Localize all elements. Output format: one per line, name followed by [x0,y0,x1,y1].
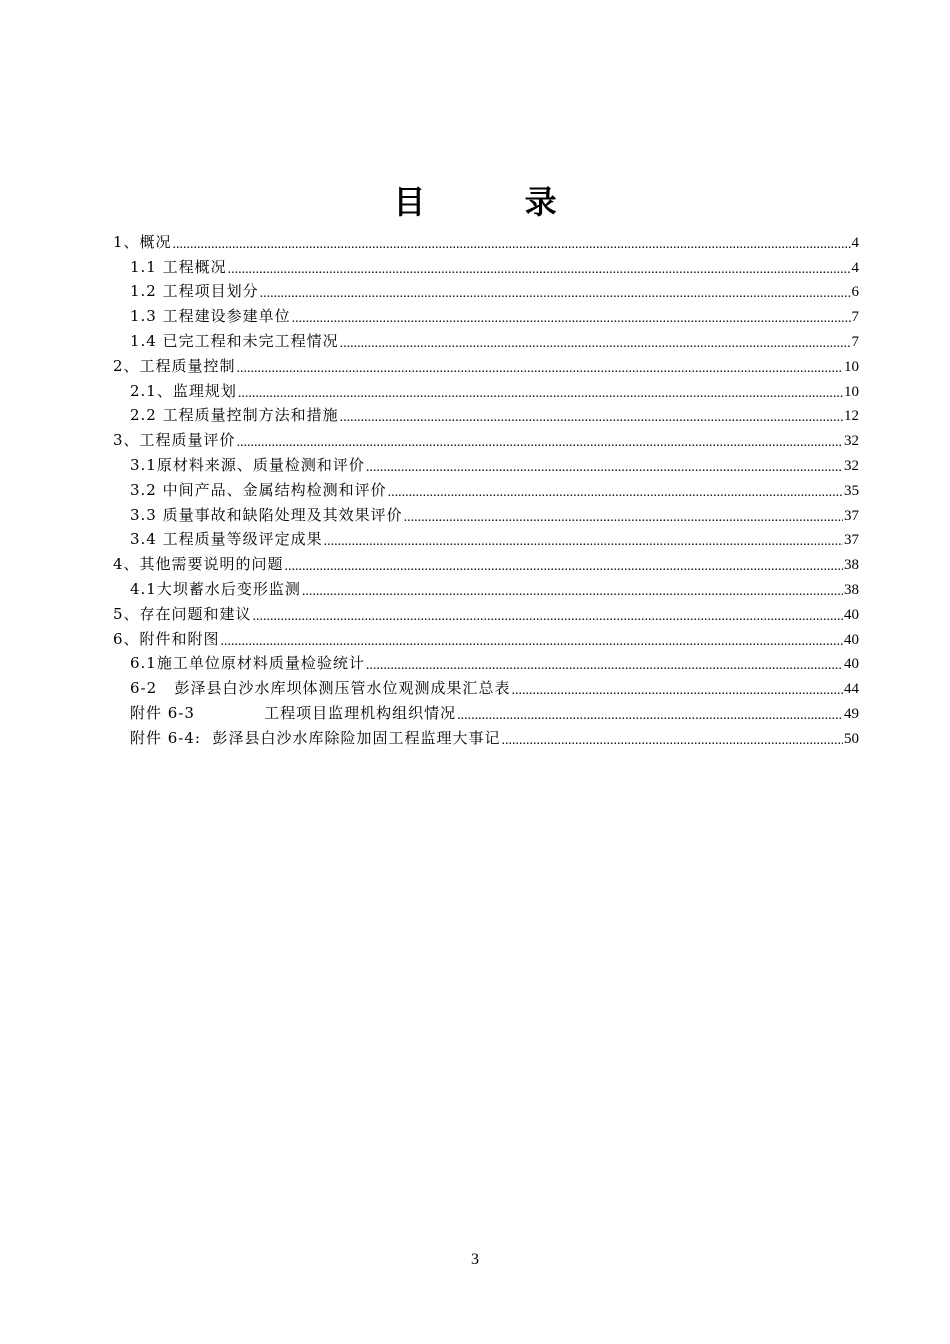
dot-leader [324,531,843,549]
toc-entry-label: 4、其他需要说明的问题 [113,555,284,574]
toc-entry-label: 2.2 工程质量控制方法和措施 [130,406,339,425]
dot-leader [260,283,851,301]
toc-entry[interactable] [113,326,859,351]
toc-entry-page: 4 [851,259,859,276]
toc-entry-label: 6-2 彭泽县白沙水库坝体测压管水位观测成果汇总表 [130,679,511,698]
toc-entry-page: 7 [851,333,859,350]
toc-entry[interactable] [113,574,859,599]
toc-entry-label: 1.4 已完工程和未完工程情况 [130,331,339,350]
toc-entry-label: 4.1大坝蓄水后变形监测 [130,579,301,598]
dot-leader [340,407,843,425]
dot-leader [511,680,843,698]
toc-entry[interactable] [113,500,859,525]
toc-entry-page: 7 [851,309,859,326]
toc-entry-page: 40 [844,631,859,648]
toc-entry-label: 1.1 工程概况 [130,257,227,276]
dot-leader [237,432,843,450]
toc-entry[interactable] [113,624,859,649]
toc-entry[interactable] [113,549,859,574]
dot-leader [457,705,843,723]
dot-leader [388,482,843,500]
toc-title: 目 录 [393,183,601,221]
toc-entry-label: 2、工程质量控制 [113,356,236,375]
toc-entry-label: 2.1、监理规划 [130,381,237,400]
dot-leader [366,457,843,475]
toc-entry-page: 37 [844,507,859,524]
toc-entry[interactable] [113,525,859,550]
toc-entry[interactable] [113,376,859,401]
dot-leader [404,507,843,525]
toc-entry-page: 38 [844,581,859,598]
toc-entry[interactable] [113,723,859,748]
toc-entry[interactable] [113,673,859,698]
toc-entry-page: 4 [851,234,859,251]
toc-entry-label: 3.3 质量事故和缺陷处理及其效果评价 [130,505,403,524]
toc-entry-page: 12 [844,408,859,425]
dot-leader [340,333,851,351]
toc-entry-page: 32 [844,433,859,450]
table-of-contents [113,227,859,748]
toc-entry-page: 35 [844,482,859,499]
toc-entry-page: 10 [844,358,859,375]
dot-leader [228,259,851,277]
toc-entry[interactable] [113,475,859,500]
toc-entry-label: 附件 6-3 工程项目监理机构组织情况 [130,703,457,722]
toc-entry-label: 1、概况 [113,232,172,251]
dot-leader [173,234,851,252]
toc-entry-page: 37 [844,532,859,549]
toc-entry-label: 6.1施工单位原材料质量检验统计 [130,654,365,673]
toc-entry-page: 49 [844,705,859,722]
toc-entry-label: 3.4 工程质量等级评定成果 [130,530,323,549]
toc-entry-label: 3、工程质量评价 [113,431,236,450]
toc-entry-page: 38 [844,557,859,574]
toc-entry[interactable] [113,301,859,326]
toc-entry[interactable] [113,227,859,252]
toc-entry-page: 44 [844,681,859,698]
toc-entry-page: 10 [844,383,859,400]
toc-entry[interactable] [113,450,859,475]
toc-entry[interactable] [113,252,859,277]
toc-entry-page: 6 [851,284,859,301]
dot-leader [238,383,843,401]
toc-entry[interactable] [113,599,859,624]
toc-entry-label: 1.3 工程建设参建单位 [130,307,291,326]
toc-entry-page: 40 [844,606,859,623]
dot-leader [502,730,843,748]
toc-entry[interactable] [113,351,859,376]
toc-entry-page: 50 [844,730,859,747]
toc-entry-page: 32 [844,457,859,474]
dot-leader [253,606,843,624]
toc-entry[interactable] [113,649,859,674]
toc-entry-label: 1.2 工程项目划分 [130,282,259,301]
toc-entry-label: 3.1原材料来源、质量检测和评价 [130,455,365,474]
toc-entry-label: 3.2 中间产品、金属结构检测和评价 [130,480,387,499]
toc-entry[interactable] [113,277,859,302]
dot-leader [237,358,843,376]
toc-entry[interactable] [113,698,859,723]
dot-leader [285,556,843,574]
toc-entry-page: 40 [844,656,859,673]
toc-entry-label: 附件 6-4: 彭泽县白沙水库除险加固工程监理大事记 [130,728,501,747]
dot-leader [302,581,843,599]
toc-entry[interactable] [113,401,859,426]
dot-leader [292,308,851,326]
toc-entry[interactable] [113,425,859,450]
page-number: 3 [471,1251,479,1268]
toc-entry-label: 5、存在问题和建议 [113,604,252,623]
dot-leader [366,655,843,673]
dot-leader [221,631,843,649]
toc-entry-label: 6、附件和附图 [113,629,220,648]
